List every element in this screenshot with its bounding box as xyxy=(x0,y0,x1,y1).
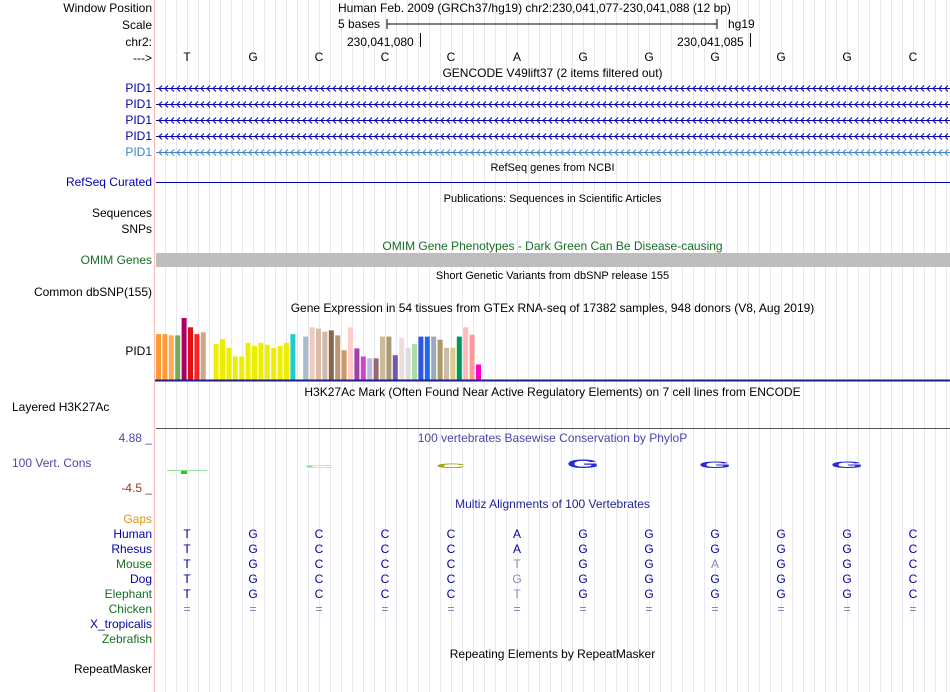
dbsnp-track-label[interactable]: Common dbSNP(155) xyxy=(33,285,152,299)
h3k27ac-baseline xyxy=(156,428,950,429)
gtex-tissue-bar xyxy=(271,348,276,380)
aligned-base: T xyxy=(513,587,521,601)
gtex-tissue-bar xyxy=(412,344,417,380)
aligned-base: G xyxy=(842,557,852,571)
aligned-base: G xyxy=(710,572,720,586)
h3k27ac-track-label[interactable]: Layered H3K27Ac xyxy=(12,400,110,414)
aligned-base: C xyxy=(446,527,456,541)
publications-label-snps[interactable]: SNPs xyxy=(121,222,152,236)
aligned-base: G xyxy=(512,572,522,586)
gaps-label: Gaps xyxy=(123,512,152,526)
gtex-tissue-bar xyxy=(374,358,379,380)
aligned-base: C xyxy=(908,527,918,541)
aligned-base: C xyxy=(908,572,918,586)
aligned-base: G xyxy=(710,587,720,601)
gtex-bar-chart[interactable] xyxy=(155,314,950,384)
gtex-tissue-bar xyxy=(431,337,436,380)
aligned-base: G xyxy=(776,542,786,556)
aligned-base: T xyxy=(513,557,521,571)
aligned-base: G xyxy=(842,527,852,541)
gtex-tissue-bar xyxy=(354,348,359,380)
gtex-track-label[interactable]: PID1 xyxy=(125,344,152,358)
scale-bar-right-text: hg19 xyxy=(728,17,755,31)
aligned-base: T xyxy=(183,542,191,556)
gencode-track-title: GENCODE V49lift37 (2 items filtered out) xyxy=(442,66,663,80)
reference-base: A xyxy=(512,50,521,64)
aligned-base: G xyxy=(248,542,258,556)
gtex-tissue-bar xyxy=(303,337,308,380)
aligned-base: C xyxy=(446,557,456,571)
gtex-tissue-bar xyxy=(450,348,455,380)
gtex-tissue-bar xyxy=(162,334,167,380)
gtex-tissue-bar xyxy=(246,343,251,380)
aligned-base: = xyxy=(249,602,257,616)
aligned-base: = xyxy=(711,602,719,616)
gtex-tissue-bar xyxy=(457,337,462,380)
coordinate-tick-label: 230,041,085 xyxy=(677,35,744,49)
species-label[interactable]: Elephant xyxy=(104,587,152,601)
repeatmasker-track-title: Repeating Elements by RepeatMasker xyxy=(449,647,656,661)
gtex-tissue-bar xyxy=(188,327,193,380)
gencode-transcripts[interactable] xyxy=(155,80,950,160)
reference-base: C xyxy=(446,50,456,64)
aligned-base: G xyxy=(842,542,852,556)
aligned-base: T xyxy=(183,572,191,586)
gtex-tissue-bar xyxy=(425,337,430,380)
aligned-base: G xyxy=(248,587,258,601)
gtex-tissue-bar xyxy=(418,337,423,380)
gtex-tissue-bar xyxy=(470,335,475,380)
gtex-tissue-bar xyxy=(438,340,443,380)
gtex-tissue-bar xyxy=(348,327,353,380)
gtex-tissue-bar xyxy=(380,337,385,380)
aligned-base: A xyxy=(710,557,719,571)
gtex-track-title: Gene Expression in 54 tissues from GTEx RNA-seq of 17382 samples, 948 donors (V8, Aug 2019) xyxy=(290,301,815,315)
gencode-transcript-label[interactable]: PID1 xyxy=(125,97,152,111)
chrom-label: chr2: xyxy=(125,35,152,49)
aligned-base: G xyxy=(710,542,720,556)
aligned-base: C xyxy=(314,572,324,586)
species-label[interactable]: Rhesus xyxy=(111,542,152,556)
gtex-tissue-bar xyxy=(393,355,398,380)
gtex-tissue-bar xyxy=(201,332,206,380)
conservation-track-label[interactable]: 100 Vert. Cons xyxy=(12,456,92,470)
omim-track-label[interactable]: OMIM Genes xyxy=(80,253,152,267)
reference-base: C xyxy=(314,50,324,64)
refseq-track-label[interactable]: RefSeq Curated xyxy=(65,175,152,189)
conservation-track-title: 100 vertebrates Basewise Conservation by PhyloP xyxy=(417,431,688,445)
aligned-base: G xyxy=(710,527,720,541)
repeatmasker-track-label[interactable]: RepeatMasker xyxy=(73,662,152,676)
gtex-tissue-bar xyxy=(182,318,187,380)
aligned-base: G xyxy=(578,527,588,541)
gtex-tissue-bar xyxy=(342,350,347,380)
gtex-tissue-bar xyxy=(476,365,481,381)
aligned-base: G xyxy=(776,557,786,571)
aligned-base: C xyxy=(380,557,390,571)
species-label[interactable]: Dog xyxy=(129,572,152,586)
aligned-base: G xyxy=(776,572,786,586)
aligned-base: G xyxy=(644,587,654,601)
reference-base: G xyxy=(644,50,654,64)
gtex-tissue-bar xyxy=(220,339,225,380)
aligned-base: G xyxy=(248,557,258,571)
gtex-tissue-bar xyxy=(361,356,366,380)
aligned-base: C xyxy=(314,542,324,556)
aligned-base: = xyxy=(447,602,455,616)
aligned-base: C xyxy=(380,542,390,556)
gtex-tissue-bar xyxy=(367,358,372,380)
gtex-tissue-bar xyxy=(406,348,411,380)
gencode-transcript-label[interactable]: PID1 xyxy=(125,129,152,143)
aligned-base: C xyxy=(908,587,918,601)
aligned-base: C xyxy=(314,557,324,571)
conservation-max-label: 4.88 _ xyxy=(118,431,152,445)
conservation-letter: G xyxy=(698,459,732,471)
gtex-tissue-bar xyxy=(316,329,321,380)
species-label[interactable]: Chicken xyxy=(108,602,152,616)
aligned-base: G xyxy=(644,572,654,586)
omim-track-title: OMIM Gene Phenotypes - Dark Green Can Be Disease-causing xyxy=(382,239,723,253)
aligned-base: = xyxy=(777,602,785,616)
reference-base: C xyxy=(380,50,390,64)
publications-track-title: Publications: Sequences in Scientific Articles xyxy=(443,193,662,205)
aligned-base: C xyxy=(446,587,456,601)
publications-label-sequences[interactable]: Sequences xyxy=(91,206,152,220)
gtex-tissue-bar xyxy=(278,346,283,380)
aligned-base: T xyxy=(183,587,191,601)
strand-label: ---> xyxy=(133,51,152,65)
dbsnp-track-title: Short Genetic Variants from dbSNP release 155 xyxy=(435,270,670,282)
aligned-base: G xyxy=(842,587,852,601)
aligned-base: = xyxy=(843,602,851,616)
aligned-base: C xyxy=(446,572,456,586)
aligned-base: = xyxy=(183,602,191,616)
gtex-tissue-bar xyxy=(386,337,391,380)
aligned-base: = xyxy=(513,602,521,616)
species-label[interactable]: Zebrafish xyxy=(101,632,152,646)
gtex-tissue-bar xyxy=(399,338,404,380)
conservation-min-label: -4.5 _ xyxy=(121,481,152,495)
scale-bar xyxy=(386,17,722,31)
conservation-letter: C xyxy=(435,462,467,470)
gtex-tissue-bar xyxy=(156,334,161,380)
aligned-base: G xyxy=(578,557,588,571)
aligned-base: = xyxy=(315,602,323,616)
gtex-tissue-bar xyxy=(258,343,263,380)
scale-bar-left-text: 5 bases xyxy=(338,17,381,31)
refseq-gene-line[interactable] xyxy=(156,182,950,183)
gtex-tissue-bar xyxy=(335,335,340,380)
aligned-base: A xyxy=(512,527,521,541)
gencode-transcript-label[interactable]: PID1 xyxy=(125,81,152,95)
aligned-base: G xyxy=(776,587,786,601)
aligned-base: A xyxy=(512,542,521,556)
aligned-base: G xyxy=(776,527,786,541)
reference-base: C xyxy=(908,50,918,64)
gtex-tissue-bar xyxy=(329,330,334,380)
species-label[interactable]: X_tropicalis xyxy=(89,617,152,631)
aligned-base: = xyxy=(381,602,389,616)
aligned-base: C xyxy=(446,542,456,556)
h3k27ac-track-title: H3K27Ac Mark (Often Found Near Active Regulatory Elements) on 7 cell lines from ENCODE xyxy=(304,385,801,399)
aligned-base: G xyxy=(578,572,588,586)
gtex-tissue-bar xyxy=(169,335,174,380)
gtex-tissue-bar xyxy=(290,334,295,380)
conservation-letter: G xyxy=(566,457,600,471)
conservation-logo[interactable] xyxy=(155,450,950,480)
aligned-base: G xyxy=(578,542,588,556)
aligned-base: T xyxy=(183,557,191,571)
aligned-base: C xyxy=(314,527,324,541)
conservation-letter: C xyxy=(303,464,335,470)
aligned-base: = xyxy=(579,602,587,616)
aligned-base: G xyxy=(578,587,588,601)
gtex-tissue-bar xyxy=(214,344,219,380)
aligned-base: G xyxy=(248,527,258,541)
aligned-base: G xyxy=(644,527,654,541)
gtex-tissue-bar xyxy=(310,327,315,380)
aligned-base: G xyxy=(842,572,852,586)
gencode-transcript-label[interactable]: PID1 xyxy=(125,113,152,127)
reference-base: G xyxy=(248,50,258,64)
gtex-tissue-bar xyxy=(226,348,231,380)
reference-bases xyxy=(0,50,950,64)
gtex-tissue-bar xyxy=(194,334,199,380)
species-label[interactable]: Human xyxy=(113,527,152,541)
conservation-letter: G xyxy=(830,459,864,471)
aligned-base: = xyxy=(645,602,653,616)
species-label[interactable]: Mouse xyxy=(115,557,152,571)
reference-base: G xyxy=(842,50,852,64)
gtex-tissue-bar xyxy=(284,343,289,380)
gtex-tissue-bar xyxy=(444,348,449,380)
gencode-transcript-label[interactable]: PID1 xyxy=(125,145,152,159)
aligned-base: G xyxy=(644,557,654,571)
aligned-base: G xyxy=(248,572,258,586)
gtex-tissue-bar xyxy=(265,345,270,380)
aligned-base: C xyxy=(380,572,390,586)
coordinate-tick xyxy=(420,33,421,47)
aligned-base: = xyxy=(909,602,917,616)
gtex-tissue-bar xyxy=(322,332,327,380)
coordinate-tick xyxy=(750,33,751,47)
gtex-tissue-bar xyxy=(239,356,244,380)
scale-label: Scale xyxy=(121,18,152,32)
omim-gene-bar[interactable] xyxy=(156,253,950,267)
reference-base: G xyxy=(710,50,720,64)
multiz-track-title: Multiz Alignments of 100 Vertebrates xyxy=(455,497,650,511)
window-position-value: Human Feb. 2009 (GRCh37/hg19) chr2:230,041,077-230,041,088 (12 bp) xyxy=(338,1,731,15)
aligned-base: C xyxy=(380,527,390,541)
aligned-base: C xyxy=(380,587,390,601)
aligned-base: C xyxy=(908,542,918,556)
gtex-tissue-bar xyxy=(175,335,180,380)
window-position-label: Window Position xyxy=(63,1,152,15)
reference-base: T xyxy=(183,50,191,64)
reference-base: G xyxy=(776,50,786,64)
coordinate-tick-label: 230,041,080 xyxy=(347,35,414,49)
gtex-tissue-bar xyxy=(463,327,468,380)
aligned-base: C xyxy=(314,587,324,601)
aligned-base: G xyxy=(644,542,654,556)
gtex-tissue-bar xyxy=(233,356,238,380)
gtex-tissue-bar xyxy=(252,346,257,380)
reference-base: G xyxy=(578,50,588,64)
refseq-track-title: RefSeq genes from NCBI xyxy=(490,162,615,174)
aligned-base: T xyxy=(183,527,191,541)
aligned-base: C xyxy=(908,557,918,571)
